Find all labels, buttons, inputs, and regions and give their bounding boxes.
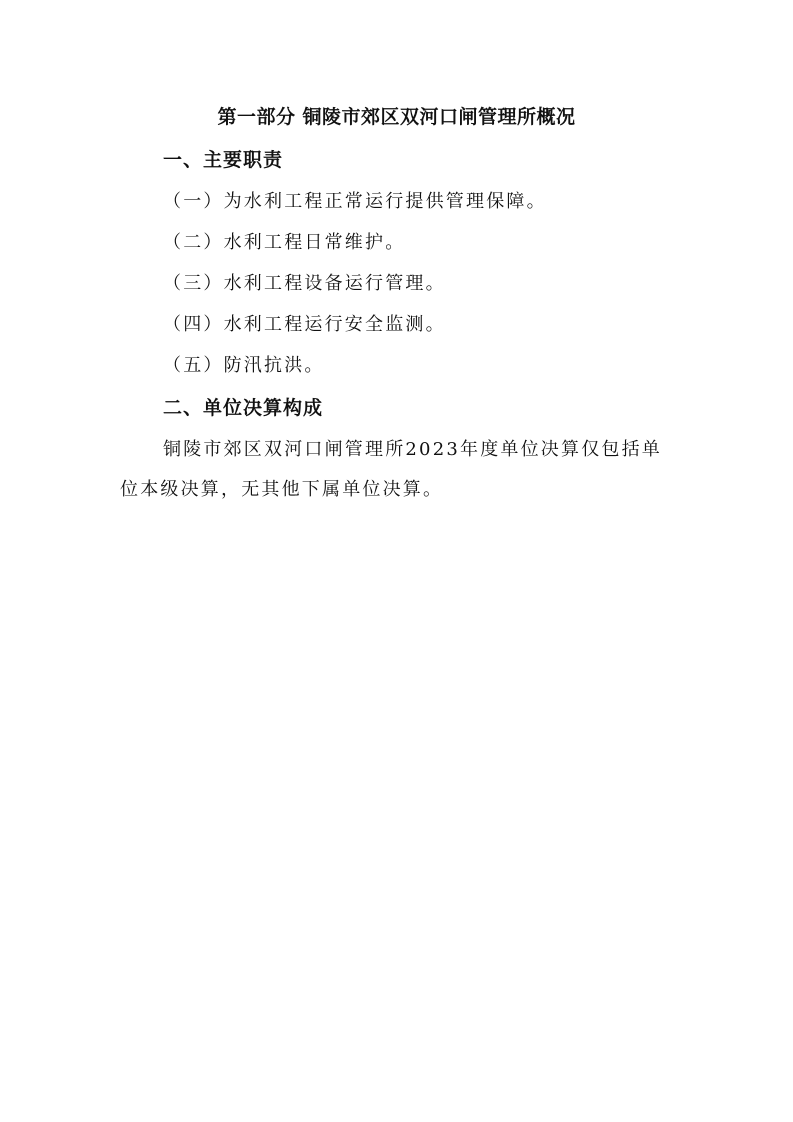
- section-heading-duties: 一、主要职责: [163, 149, 284, 171]
- duty-item-2: （二）水利工程日常维护。: [163, 232, 406, 253]
- duty-item-3: （三）水利工程设备运行管理。: [163, 273, 446, 294]
- duty-item-4: （四）水利工程运行安全监测。: [163, 314, 446, 335]
- duty-item-5: （五）防汛抗洪。: [163, 355, 325, 376]
- section-heading-composition: 二、单位决算构成: [163, 397, 324, 419]
- duty-item-1: （一）为水利工程正常运行提供管理保障。: [163, 191, 547, 212]
- page-title: 第一部分 铜陵市郊区双河口闸管理所概况: [217, 106, 576, 128]
- composition-paragraph: 铜陵市郊区双河口闸管理所2023年度单位决算仅包括单位本级决算，无其他下属单位决算。: [120, 439, 663, 500]
